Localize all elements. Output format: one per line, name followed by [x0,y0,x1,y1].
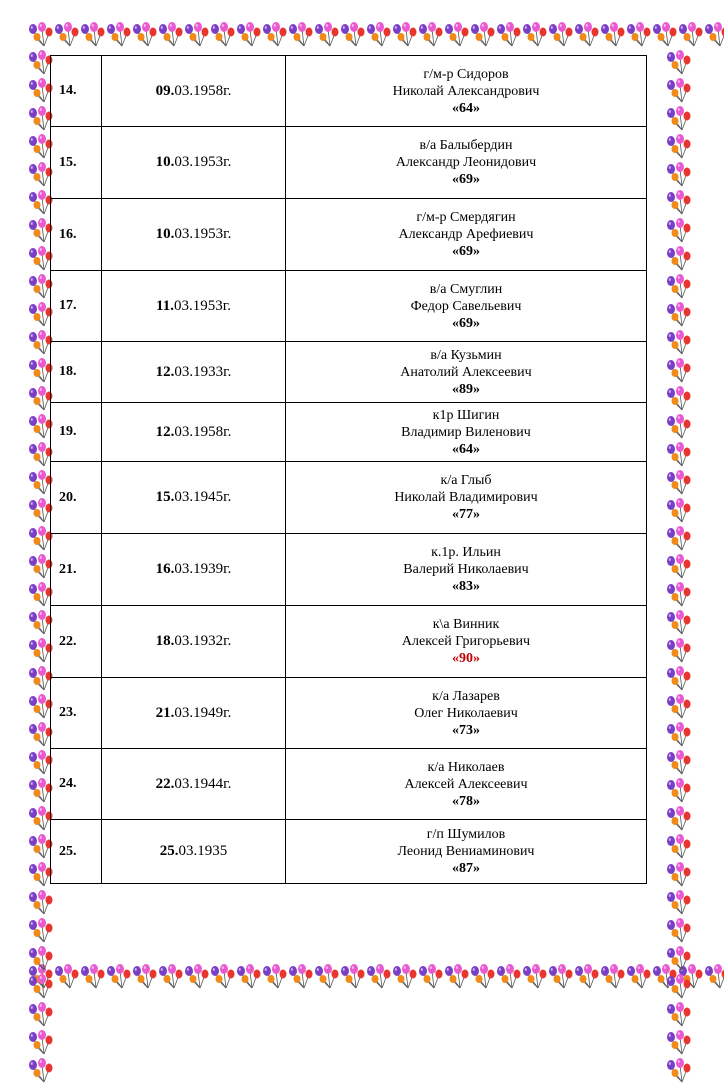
balloons-icon [444,22,470,56]
balloons-icon [392,964,418,998]
balloons-icon [28,918,60,946]
balloons-icon [666,246,698,274]
balloons-icon [666,1030,698,1058]
rank-surname: в/а Балыбердин [419,138,512,153]
given-names: Алексей Григорьевич [402,634,530,649]
age: «69» [286,171,646,188]
balloons-icon [666,330,698,358]
balloons-icon [666,302,698,330]
balloons-icon [666,1002,698,1030]
balloons-icon [704,964,724,998]
person-cell [286,462,647,534]
balloons-icon [666,134,698,162]
balloons-icon [666,470,698,498]
balloons-icon [340,22,366,56]
balloons-icon [418,22,444,56]
rank-surname: к/а Лазарев [432,689,500,704]
balloons-icon [666,890,698,918]
table-row [51,56,647,127]
rank-surname: в/а Смуглин [430,282,502,297]
balloons-icon [666,722,698,750]
given-names: Владимир Виленович [401,425,531,440]
row-number: 25. [51,820,102,884]
balloons-icon [548,22,574,56]
row-number: 15. [51,127,102,199]
rank-surname: к1р Шигин [433,408,500,423]
person-cell [286,678,647,749]
balloons-icon [132,22,158,56]
given-names: Алексей Алексеевич [404,777,527,792]
balloons-icon [262,22,288,56]
balloons-icon [314,22,340,56]
table-row [51,462,647,534]
balloons-icon [666,694,698,722]
balloons-icon [666,778,698,806]
row-number: 22. [51,606,102,678]
balloons-icon [666,666,698,694]
balloons-icon [704,22,724,56]
row-number: 14. [51,56,102,127]
age: «78» [286,793,646,810]
birth-month-year: 03.1933г. [174,364,231,380]
birth-date [102,199,286,271]
balloons-icon [666,554,698,582]
balloons-icon [574,22,600,56]
birth-date [102,678,286,749]
balloons-icon [496,22,522,56]
balloons-icon [666,50,698,78]
given-names: Николай Владимирович [394,490,537,505]
row-number: 24. [51,749,102,820]
birth-day: 18. [156,633,175,649]
balloons-icon [600,964,626,998]
table-row [51,127,647,199]
balloons-icon [210,964,236,998]
balloons-icon [158,22,184,56]
birth-month-year: 03.1953г. [174,298,231,314]
given-names: Олег Николаевич [414,706,518,721]
balloons-icon [80,964,106,998]
balloons-icon [600,22,626,56]
balloons-icon [666,918,698,946]
balloons-icon [666,190,698,218]
person-cell [286,820,647,884]
given-names: Анатолий Алексеевич [400,365,531,380]
balloons-icon [666,274,698,302]
age: «64» [286,100,646,117]
balloons-icon [28,1030,60,1058]
age: «87» [286,860,646,877]
row-number: 18. [51,342,102,403]
balloons-icon [666,218,698,246]
rank-surname: в/а Кузьмин [430,348,501,363]
birth-month-year: 03.1939г. [174,561,231,577]
age: «77» [286,506,646,523]
birth-date [102,749,286,820]
table-row [51,678,647,749]
balloons-icon [288,964,314,998]
balloons-icon [666,526,698,554]
balloons-icon [574,964,600,998]
birth-date [102,342,286,403]
balloons-icon [106,964,132,998]
balloons-icon [522,22,548,56]
given-names: Валерий Николаевич [403,562,528,577]
balloons-icon [522,964,548,998]
birth-day: 25. [160,843,179,859]
birth-day: 12. [156,424,175,440]
person-cell [286,56,647,127]
person-cell [286,403,647,462]
given-names: Александр Арефиевич [399,227,534,242]
balloons-icon [158,964,184,998]
table-row [51,534,647,606]
balloons-icon [666,862,698,890]
balloons-icon [666,834,698,862]
balloons-icon [184,22,210,56]
birth-month-year: 03.1953г. [174,226,231,242]
balloons-icon [666,750,698,778]
balloons-icon [470,22,496,56]
birthday-table [50,55,647,884]
balloons-icon [666,414,698,442]
row-number: 23. [51,678,102,749]
balloons-icon [210,22,236,56]
row-number: 17. [51,271,102,342]
age: «83» [286,578,646,595]
balloons-icon [666,1058,698,1086]
age: «69» [286,243,646,260]
birth-day: 10. [156,154,175,170]
balloons-icon [28,1002,60,1030]
age: «64» [286,441,646,458]
balloons-icon [28,974,60,1002]
person-cell [286,534,647,606]
birth-day: 09. [156,83,175,99]
given-names: Александр Леонидович [396,155,536,170]
birth-month-year: 03.1949г. [174,705,231,721]
balloons-icon [626,964,652,998]
row-number: 21. [51,534,102,606]
birth-date [102,820,286,884]
rank-surname: к/а Глыб [441,473,492,488]
balloon-border-right [666,50,698,970]
balloon-border-bottom [28,964,696,998]
birth-date [102,403,286,462]
balloons-icon [236,22,262,56]
balloons-icon [106,22,132,56]
age: «69» [286,315,646,332]
table-row [51,606,647,678]
birth-day: 16. [156,561,175,577]
birth-month-year: 03.1953г. [174,154,231,170]
rank-surname: г/п Шумилов [427,827,506,842]
birth-day: 15. [156,489,175,505]
balloons-icon [366,22,392,56]
balloons-icon [262,964,288,998]
balloons-icon [132,964,158,998]
balloons-icon [666,78,698,106]
birth-month-year: 03.1944г. [174,776,231,792]
balloons-icon [314,964,340,998]
balloons-icon [548,964,574,998]
birth-month-year: 03.1932г. [174,633,231,649]
birth-date [102,534,286,606]
balloons-icon [470,964,496,998]
person-cell [286,749,647,820]
balloons-icon [80,22,106,56]
table-row [51,271,647,342]
rank-surname: к.1р. Ильин [431,545,501,560]
balloons-icon [666,974,698,1002]
balloons-icon [418,964,444,998]
balloons-icon [666,582,698,610]
row-number: 19. [51,403,102,462]
age: «89» [286,381,646,398]
balloons-icon [666,358,698,386]
balloon-border-top [28,22,696,56]
table-row [51,820,647,884]
birth-month-year: 03.1958г. [174,424,231,440]
table-row [51,342,647,403]
rank-surname: к/а Николаев [428,760,505,775]
birth-date [102,56,286,127]
balloons-icon [666,806,698,834]
row-number: 16. [51,199,102,271]
birth-day: 12. [156,364,175,380]
birth-date [102,606,286,678]
birth-month-year: 03.1958г. [174,83,231,99]
table-row [51,403,647,462]
balloons-icon [666,442,698,470]
balloons-icon [236,964,262,998]
birth-date [102,127,286,199]
balloons-icon [666,610,698,638]
balloons-icon [666,162,698,190]
balloons-icon [366,964,392,998]
person-cell [286,271,647,342]
birth-month-year: 03.1945г. [174,489,231,505]
table-row [51,749,647,820]
balloons-icon [666,638,698,666]
balloons-icon [444,964,470,998]
balloons-icon [28,890,60,918]
balloons-icon [28,946,60,974]
balloons-icon [28,1058,60,1086]
balloons-icon [392,22,418,56]
age: «90» [286,650,646,667]
balloons-icon [666,386,698,414]
balloons-icon [666,498,698,526]
rank-surname: г/м-р Смердягин [416,210,515,225]
balloons-icon [496,964,522,998]
birth-day: 21. [156,705,175,721]
age: «73» [286,722,646,739]
birth-day: 11. [156,298,174,314]
birth-date [102,462,286,534]
balloons-icon [626,22,652,56]
person-cell [286,342,647,403]
given-names: Федор Савельевич [411,299,522,314]
balloons-icon [666,106,698,134]
table-row [51,199,647,271]
birth-day: 22. [156,776,175,792]
balloons-icon [288,22,314,56]
birth-date [102,271,286,342]
person-cell [286,127,647,199]
rank-surname: г/м-р Сидоров [423,67,508,82]
balloons-icon [184,964,210,998]
birth-month-year: 03.1935 [179,843,228,859]
rank-surname: к\а Винник [433,617,500,632]
birth-day: 10. [156,226,175,242]
row-number: 20. [51,462,102,534]
balloons-icon [340,964,366,998]
given-names: Николай Александрович [393,84,540,99]
person-cell [286,199,647,271]
balloons-icon [666,946,698,974]
person-cell [286,606,647,678]
given-names: Леонид Вениаминович [398,844,535,859]
